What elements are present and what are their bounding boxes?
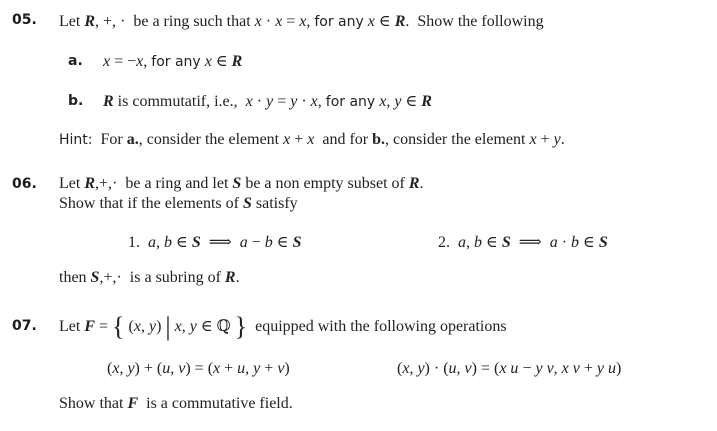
problem-statement-line2: Show that if the elements of S satisfy — [59, 195, 298, 212]
conclusion: then S,+,· is a subring of R. — [59, 269, 240, 286]
problem-number: 07. — [12, 318, 37, 334]
condition-1: 1. a, b ∈ S ⟹ a − b ∈ S — [128, 234, 302, 251]
item-b-text: R is commutatif, i.e., x · y = y · x, for any x, y ∈ R — [103, 93, 432, 110]
final-statement: Show that F is a commutative field. — [59, 395, 293, 412]
set-definition: Let F = { (x, y) | x, y ∈ ℚ } equipped with the following operations — [59, 312, 507, 341]
item-label-a: a. — [68, 53, 83, 69]
item-label-b: b. — [68, 93, 84, 109]
problem-statement-line1: Let R,+,· be a ring and let S be a non empty subset of R. — [59, 175, 424, 192]
multiplication-operation: (x, y) · (u, v) = (x u − y v, x v + y u) — [397, 360, 622, 377]
condition-2: 2. a, b ∈ S ⟹ a · b ∈ S — [438, 234, 608, 251]
item-a-text: x = −x, for any x ∈ R — [103, 53, 243, 70]
problem-statement: Let R, +, · be a ring such that x · x = x, for any x ∈ R. Show the following — [59, 13, 544, 30]
addition-operation: (x, y) + (u, v) = (x + u, y + v) — [107, 360, 290, 377]
problem-number: 06. — [12, 176, 37, 192]
problem-number: 05. — [12, 12, 37, 28]
hint: Hint: For a., consider the element x + x and for b., consider the element x + y. — [59, 131, 565, 148]
